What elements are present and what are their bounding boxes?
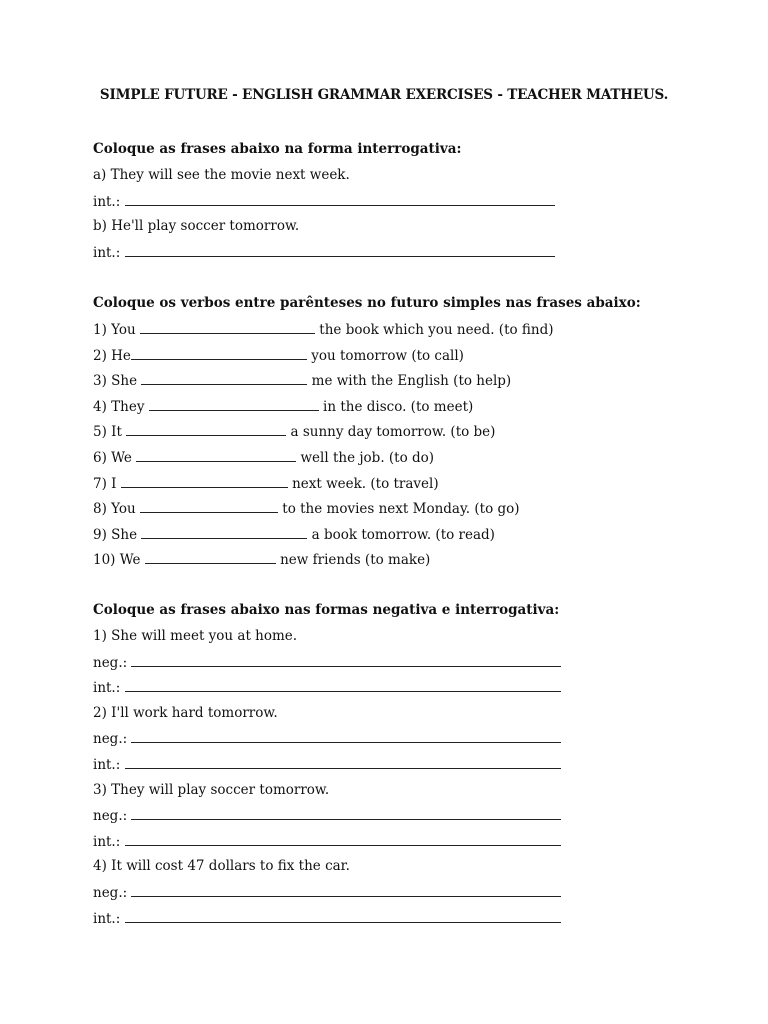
- int-label: int.:: [93, 756, 121, 773]
- answer-blank[interactable]: [125, 754, 561, 769]
- negative-answer-line: [93, 728, 733, 754]
- verb-blank[interactable]: [136, 447, 296, 462]
- neg-label: neg.:: [93, 731, 128, 748]
- interrogative-answer-line: [93, 908, 733, 934]
- answer-blank[interactable]: [125, 677, 561, 692]
- answer-blank[interactable]: [125, 831, 561, 846]
- int-label: int.:: [93, 833, 121, 850]
- exercise-sentence: 2) I'll work hard tomorrow.: [93, 704, 278, 721]
- sentence-start: 5) It: [93, 424, 127, 441]
- answer-blank[interactable]: [125, 191, 555, 206]
- section-interrogative: [93, 139, 733, 267]
- verb-blank[interactable]: [126, 421, 286, 436]
- answer-blank[interactable]: [125, 908, 561, 923]
- int-label: int.:: [93, 910, 121, 927]
- section-heading: Coloque as frases abaixo na forma interrogativa:: [93, 141, 462, 157]
- verb-blank[interactable]: [141, 524, 307, 539]
- answer-blank[interactable]: [131, 805, 561, 820]
- negative-answer-line: [93, 805, 733, 831]
- answer-blank[interactable]: [131, 882, 561, 897]
- exercise-sentence: b) He'll play soccer tomorrow.: [93, 218, 300, 235]
- fill-blank-item: [93, 370, 733, 396]
- verb-blank[interactable]: [121, 473, 288, 488]
- sentence-end: a book tomorrow. (to read): [307, 526, 495, 543]
- fill-blank-item: [93, 319, 733, 345]
- answer-blank[interactable]: [131, 652, 561, 667]
- answer-blank[interactable]: [131, 728, 561, 743]
- int-label: int.:: [93, 680, 121, 697]
- verb-blank[interactable]: [140, 319, 315, 334]
- answer-label: int.:: [93, 193, 121, 210]
- neg-label: neg.:: [93, 808, 128, 825]
- sentence-start: 1) You: [93, 322, 140, 338]
- exercise-sentence: 1) She will meet you at home.: [93, 628, 298, 644]
- verb-blank[interactable]: [145, 549, 276, 564]
- fill-blank-item: [93, 498, 733, 524]
- sentence-start: 7) I: [93, 475, 121, 492]
- verb-blank[interactable]: [140, 498, 278, 513]
- sentence-end: to the movies next Monday. (to go): [278, 501, 520, 518]
- sentence-start: 2) He: [93, 347, 131, 364]
- sentence-start: 8) You: [93, 501, 140, 518]
- sentence-end: you tomorrow (to call): [306, 347, 464, 364]
- interrogative-answer-line: [93, 754, 733, 780]
- section-heading: Coloque as frases abaixo nas formas negativa e interrogativa:: [93, 602, 560, 618]
- sentence-end: next week. (to travel): [287, 475, 439, 492]
- fill-blank-item: [93, 473, 733, 499]
- answer-line: [93, 242, 733, 268]
- sentence-end: the book which you need. (to find): [315, 322, 554, 338]
- answer-blank[interactable]: [125, 242, 555, 257]
- answer-label: int.:: [93, 244, 121, 261]
- negative-answer-line: [93, 882, 733, 908]
- sentence-start: 9) She: [93, 526, 142, 543]
- answer-line: [93, 191, 733, 217]
- fill-blank-item: [93, 396, 733, 422]
- sentence-end: new friends (to make): [275, 552, 431, 569]
- fill-blank-item: [93, 345, 733, 371]
- interrogative-answer-line: [93, 831, 733, 857]
- fill-blank-item: [93, 447, 733, 473]
- fill-blank-item: [93, 524, 733, 550]
- sentence-end: me with the English (to help): [307, 373, 512, 390]
- exercise-sentence: a) They will see the movie next week.: [93, 167, 350, 183]
- section-negative-interrogative: [93, 600, 733, 933]
- sentence-start: 6) We: [93, 449, 137, 466]
- exercise-sentence: 3) They will play soccer tomorrow.: [93, 781, 330, 798]
- verb-blank[interactable]: [141, 370, 307, 385]
- fill-blank-item: [93, 421, 733, 447]
- section-heading: Coloque os verbos entre parênteses no futuro simples nas frases abaixo:: [93, 295, 641, 311]
- page-title: SIMPLE FUTURE - ENGLISH GRAMMAR EXERCISES - TEACHER MATHEUS.: [99, 87, 669, 103]
- sentence-end: a sunny day tomorrow. (to be): [286, 424, 496, 441]
- fill-blank-item: [93, 549, 733, 575]
- interrogative-answer-line: [93, 677, 733, 703]
- sentence-end: well the job. (to do): [296, 449, 435, 466]
- sentence-start: 10) We: [93, 552, 145, 569]
- exercise-sentence: 4) It will cost 47 dollars to fix the car.: [93, 858, 350, 875]
- verb-blank[interactable]: [131, 345, 307, 360]
- negative-answer-line: [93, 652, 733, 678]
- sentence-start: 4) They: [93, 398, 149, 415]
- verb-blank[interactable]: [149, 396, 319, 411]
- section-fill-verbs: [93, 293, 733, 575]
- sentence-end: in the disco. (to meet): [318, 398, 474, 415]
- sentence-start: 3) She: [93, 373, 142, 390]
- neg-label: neg.:: [93, 654, 128, 671]
- neg-label: neg.:: [93, 884, 128, 901]
